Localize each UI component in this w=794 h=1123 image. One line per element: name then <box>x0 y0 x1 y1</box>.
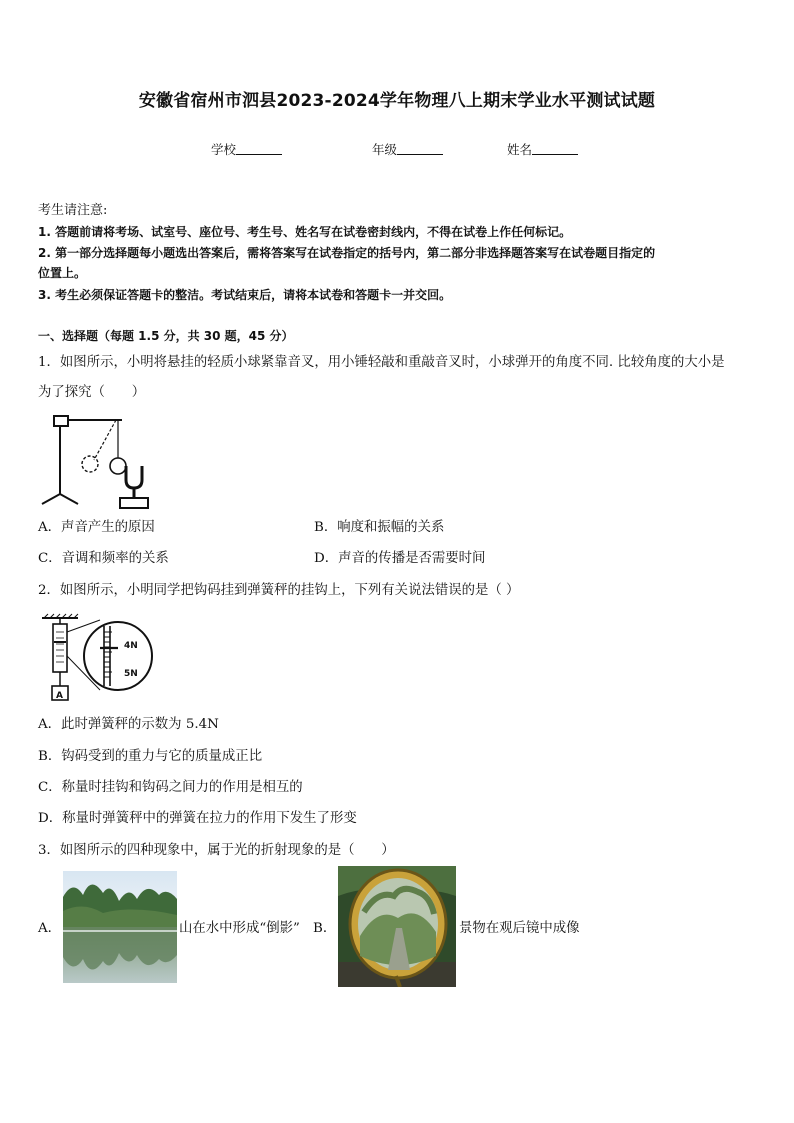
q1-option-a: A．声音产生的原因 <box>38 520 155 535</box>
q2-option-b: B．钩码受到的重力与它的质量成正比 <box>38 749 263 764</box>
notice-item-2-cont: 位置上。 <box>38 266 87 280</box>
scale-label-5n: 5N <box>124 669 138 679</box>
q1-stem-line1: 1．如图所示，小明将悬挂的轻质小球紧靠音叉，用小锤轻敲和重敲音叉时，小球弹开的角度不同. 比较角度的大小是 <box>38 355 725 370</box>
grade-field <box>372 140 443 158</box>
school-label: 学校 <box>211 142 237 157</box>
notice-heading: 考生请注意: <box>38 203 108 218</box>
grade-label: 年级 <box>372 142 398 157</box>
q3-option-b-letter: B． <box>313 921 337 936</box>
notice-item-2: 2. 第一部分选择题每小题选出答案后，需将答案写在试卷指定的括号内，第二部分非选择题答案写在试卷题目指定的 <box>38 246 656 260</box>
weight-label: A <box>56 691 63 701</box>
rearview-mirror-photo <box>338 866 456 987</box>
notice-item-1: 1. 答题前请将考场、试室号、座位号、考生号、姓名写在试卷密封线内，不得在试卷上作任何标记。 <box>38 225 572 239</box>
name-blank <box>532 142 578 155</box>
tuning-fork-figure <box>38 408 158 514</box>
notice-item-3: 3. 考生必须保证答题卡的整洁。考试结束后，请将本试卷和答题卡一并交回。 <box>38 288 452 302</box>
q3-option-a-letter: A． <box>38 921 62 936</box>
name-field <box>507 140 578 158</box>
grade-blank <box>397 142 443 155</box>
q2-option-d: D．称量时弹簧秤中的弹簧在拉力的作用下发生了形变 <box>38 811 357 826</box>
scale-label-4n: 4N <box>124 641 138 651</box>
school-field <box>211 140 282 158</box>
section-heading: 一、选择题（每题 1.5 分，共 30 题，45 分） <box>38 329 294 343</box>
q1-stem-line2: 为了探究（ ） <box>38 385 146 400</box>
school-blank <box>236 142 282 155</box>
q2-option-c: C．称量时挂钩和钩码之间力的作用是相互的 <box>38 780 303 795</box>
page-title: 安徽省宿州市泗县2023-2024学年物理八上期末学业水平测试试题 <box>138 91 656 111</box>
q3-stem: 3．如图所示的四种现象中，属于光的折射现象的是（ ） <box>38 843 395 858</box>
q3-option-a-text: 山在水中形成“倒影” <box>179 921 300 936</box>
q1-option-b: B．响度和振幅的关系 <box>314 520 445 535</box>
mountain-reflection-photo <box>63 871 177 983</box>
name-label: 姓名 <box>507 142 533 157</box>
q1-option-d: D．声音的传播是否需要时间 <box>314 551 486 566</box>
q2-stem: 2．如图所示，小明同学把钩码挂到弹簧秤的挂钩上，下列有关说法错误的是（ ） <box>38 583 520 598</box>
q1-option-c: C．音调和频率的关系 <box>38 551 169 566</box>
q3-option-b-text: 景物在观后镜中成像 <box>459 921 580 936</box>
spring-scale-figure <box>38 612 154 704</box>
q2-option-a: A．此时弹簧秤的示数为 5.4N <box>38 717 219 732</box>
